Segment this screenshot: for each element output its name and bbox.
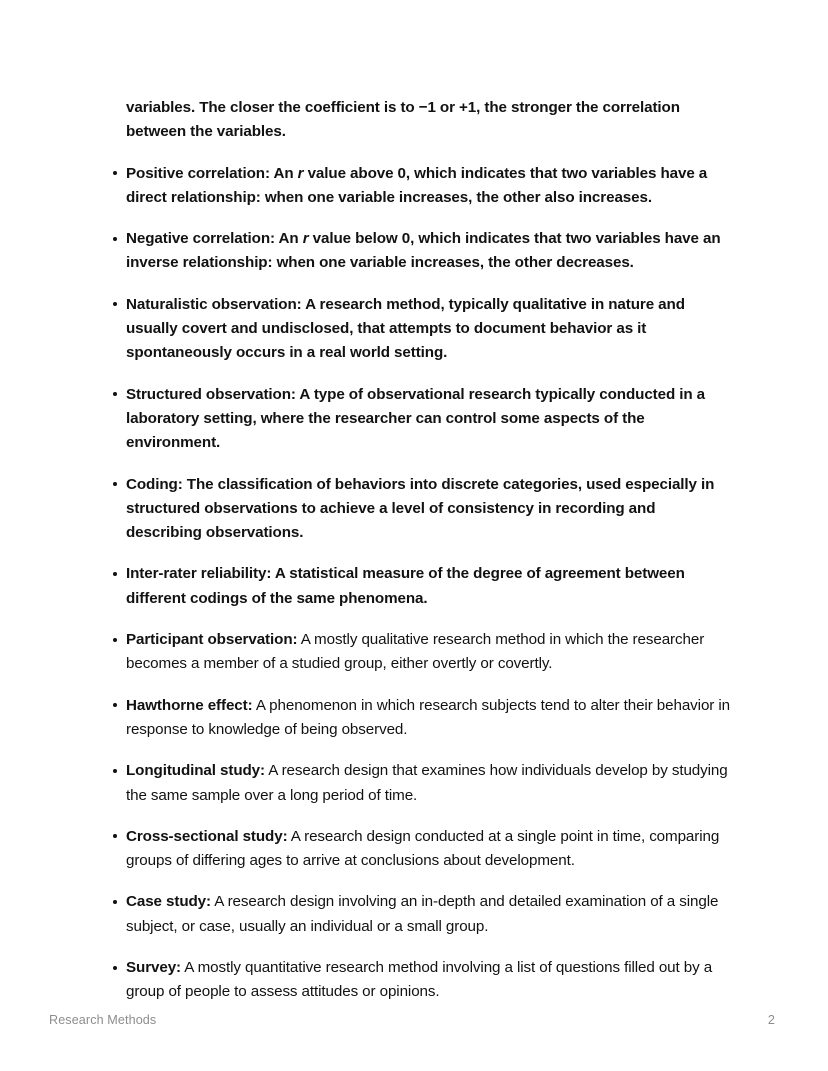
glossary-term: Case study: — [126, 893, 211, 911]
glossary-term: Coding: — [126, 475, 183, 493]
glossary-definition: A research design that examines how individuals develop by studying the same sample over a long period of time. — [126, 762, 728, 804]
bullet-icon — [113, 392, 117, 396]
glossary-item — [113, 162, 733, 211]
glossary-term: Naturalistic observation: — [126, 295, 302, 313]
page-footer — [49, 1009, 779, 1031]
glossary-term: Inter-rater reliability: — [126, 565, 272, 583]
glossary-term: Longitudinal study: — [126, 762, 265, 780]
bullet-icon — [113, 302, 117, 306]
glossary-item — [113, 825, 733, 874]
statistic-symbol: r — [297, 164, 304, 182]
bullet-icon — [113, 482, 117, 486]
glossary-definition: A research design involving an in-depth and detailed examination of a single subject, or case, usually an individual or a small group. — [126, 893, 719, 935]
glossary-item-text — [126, 890, 733, 939]
glossary-definition: The classification of behaviors into discrete categories, used especially in structured observations to achieve a level of consistency in recording and describing observations. — [126, 475, 715, 542]
footer-page-number: 2 — [767, 1013, 775, 1027]
glossary-definition: A type of observational research typically conducted in a laboratory setting, where the researcher can control some aspects of the environment. — [126, 385, 706, 452]
glossary-definition: value above 0, which indicates that two variables have a direct relationship: when one variable increases, the other also increases. — [126, 164, 708, 206]
bullet-icon — [113, 703, 117, 707]
glossary-term: Positive correlation: — [126, 164, 270, 182]
glossary-item-text — [126, 825, 733, 874]
glossary-definition: value below 0, which indicates that two variables have an inverse relationship: when one variable increases, the other decreases. — [126, 230, 721, 272]
glossary-definition: A mostly qualitative research method in which the researcher becomes a member of a studied group, either overtly or covertly. — [126, 631, 705, 673]
glossary-definition: A phenomenon in which research subjects tend to alter their behavior in response to knowledge of being observed. — [126, 696, 730, 738]
bullet-icon — [113, 769, 117, 773]
glossary-item-text — [126, 162, 733, 211]
glossary-item — [113, 383, 733, 456]
glossary-definition: A research method, typically qualitative in nature and usually covert and undisclosed, that attempts to document behavior as it spontaneously occurs in a real world setting. — [126, 295, 685, 362]
glossary-definition: A mostly quantitative research method involving a list of questions filled out by a group of people to assess attitudes or opinions. — [126, 959, 713, 1001]
page-content — [113, 96, 733, 1005]
bullet-icon — [113, 966, 117, 970]
glossary-item — [113, 956, 733, 1005]
bullet-icon — [113, 237, 117, 241]
glossary-item — [113, 473, 733, 546]
glossary-term: Survey: — [126, 959, 182, 977]
bullet-icon — [113, 638, 117, 642]
glossary-item — [113, 227, 733, 276]
glossary-item — [113, 293, 733, 366]
glossary-term: Structured observation: — [126, 385, 296, 403]
footer-document-title: Research Methods — [49, 1013, 157, 1027]
glossary-item-text — [126, 293, 733, 366]
glossary-item — [113, 759, 733, 808]
glossary-definition-prefix: An — [269, 164, 298, 182]
glossary-item — [113, 694, 733, 743]
glossary-term: Negative correlation: — [126, 230, 275, 248]
glossary-item-text — [126, 694, 733, 743]
glossary-item — [113, 628, 733, 677]
glossary-term: Hawthorne effect: — [126, 696, 253, 714]
glossary-definition: A statistical measure of the degree of agreement between different codings of the same phenomena. — [126, 565, 685, 607]
bullet-icon — [113, 572, 117, 576]
bullet-icon — [113, 900, 117, 904]
glossary-list — [113, 162, 733, 1005]
glossary-item-text — [126, 473, 733, 546]
glossary-item — [113, 890, 733, 939]
glossary-item-text — [126, 956, 733, 1005]
bullet-icon — [113, 834, 117, 838]
bullet-icon — [113, 171, 117, 175]
glossary-item-text — [126, 383, 733, 456]
glossary-term: Participant observation: — [126, 631, 298, 649]
glossary-item-text — [126, 759, 733, 808]
glossary-item-text — [126, 562, 733, 611]
statistic-symbol: r — [302, 230, 309, 248]
lead-paragraph: variables. The closer the coefficient is to −1 or +1, the stronger the correlation between the variables. — [126, 99, 680, 141]
glossary-definition-prefix: An — [274, 230, 303, 248]
glossary-item-text — [126, 628, 733, 677]
glossary-definition: A research design conducted at a single point in time, comparing groups of differing ages to arrive at conclusions about development. — [126, 827, 720, 870]
glossary-item-text — [126, 227, 733, 276]
glossary-term: Cross-sectional study: — [126, 827, 288, 845]
glossary-item — [113, 562, 733, 611]
